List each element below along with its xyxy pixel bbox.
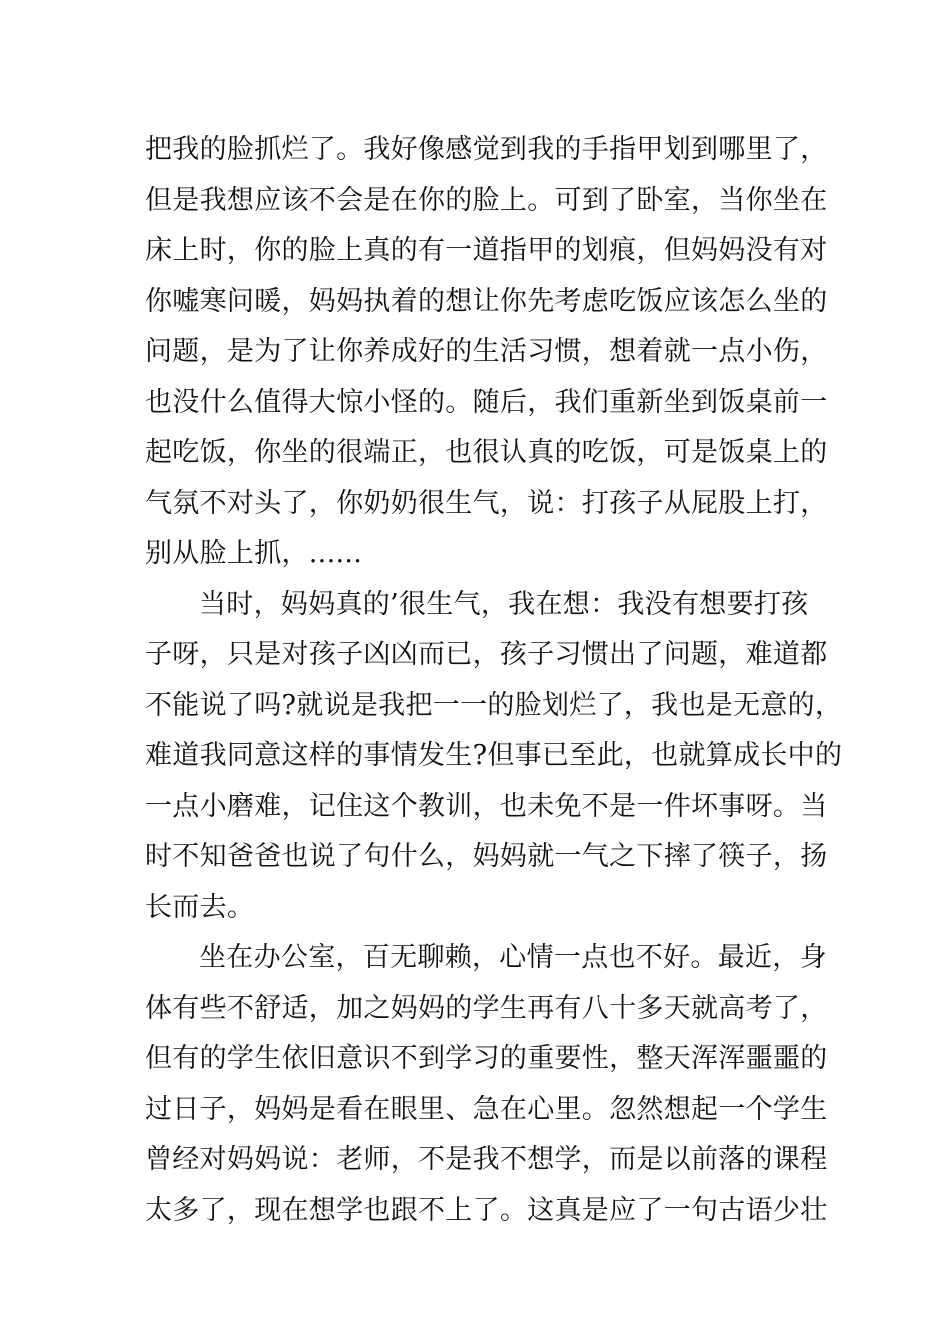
paragraph-1-line-3: 床上时，你的脸上真的有一道指甲的划痕，但妈妈没有对 bbox=[145, 235, 828, 266]
paragraph-3-line-6: 太多了，现在想学也跟不上了。这真是应了一句古语少壮 bbox=[145, 1194, 828, 1226]
paragraph-1-line-6: 也没什么值得大惊小怪的。随后，我们重新坐到饭桌前一 bbox=[145, 386, 828, 418]
paragraph-2-line-3: 不能说了吗?就说是我把一一的脸划烂了，我也是无意的， bbox=[145, 689, 843, 721]
paragraph-1-line-1: 把我的脸抓烂了。我好像感觉到我的手指甲划到哪里了， bbox=[145, 134, 828, 165]
body-text bbox=[145, 125, 843, 1236]
paragraph-1-line-7: 起吃饭，你坐的很端正，也很认真的吃饭，可是饭桌上的 bbox=[145, 437, 828, 468]
paragraph-3-line-4: 过日子，妈妈是看在眼里、急在心里。忽然想起一个学生 bbox=[145, 1093, 828, 1125]
paragraph-1-line-4: 你嘘寒问暖，妈妈执着的想让你先考虑吃饭应该怎么坐的 bbox=[145, 285, 828, 317]
paragraph-1-line-2: 但是我想应该不会是在你的脸上。可到了卧室，当你坐在 bbox=[145, 184, 828, 216]
paragraph-2-line-4: 难道我同意这样的事情发生?但事已至此，也就算成长中的 bbox=[145, 740, 843, 771]
paragraph-2-line-2: 子呀，只是对孩子凶凶而已，孩子习惯出了问题，难道都 bbox=[145, 639, 828, 670]
paragraph-1-line-5: 问题，是为了让你养成好的生活习惯，想着就一点小伤， bbox=[145, 336, 828, 367]
paragraph-2-line-6: 时不知爸爸也说了句什么，妈妈就一气之下摔了筷子，扬 bbox=[145, 841, 828, 872]
paragraph-3-line-1: 坐在办公室，百无聊赖，心情一点也不好。最近，身 bbox=[199, 942, 827, 973]
paragraph-2-line-1: 当时，妈妈真的’很生气，我在想：我没有想要打孩 bbox=[199, 588, 809, 620]
paragraph-1-line-8: 气氛不对头了，你奶奶很生气，说：打孩子从屁股上打， bbox=[145, 487, 828, 519]
paragraph-3-line-2: 体有些不舒适，加之妈妈的学生再有八十多天就高考了， bbox=[145, 992, 828, 1024]
paragraph-2-line-5: 一点小磨难，记住这个教训，也未免不是一件坏事呀。当 bbox=[145, 790, 828, 822]
paragraph-2-line-7: 长而去。 bbox=[145, 891, 255, 923]
paragraph-3-line-5: 曾经对妈妈说：老师，不是我不想学，而是以前落的课程 bbox=[145, 1144, 828, 1175]
paragraph-1-line-9: 别从脸上抓，...... bbox=[145, 538, 363, 569]
paragraph-3-line-3: 但有的学生依旧意识不到学习的重要性，整天浑浑噩噩的 bbox=[145, 1043, 828, 1074]
